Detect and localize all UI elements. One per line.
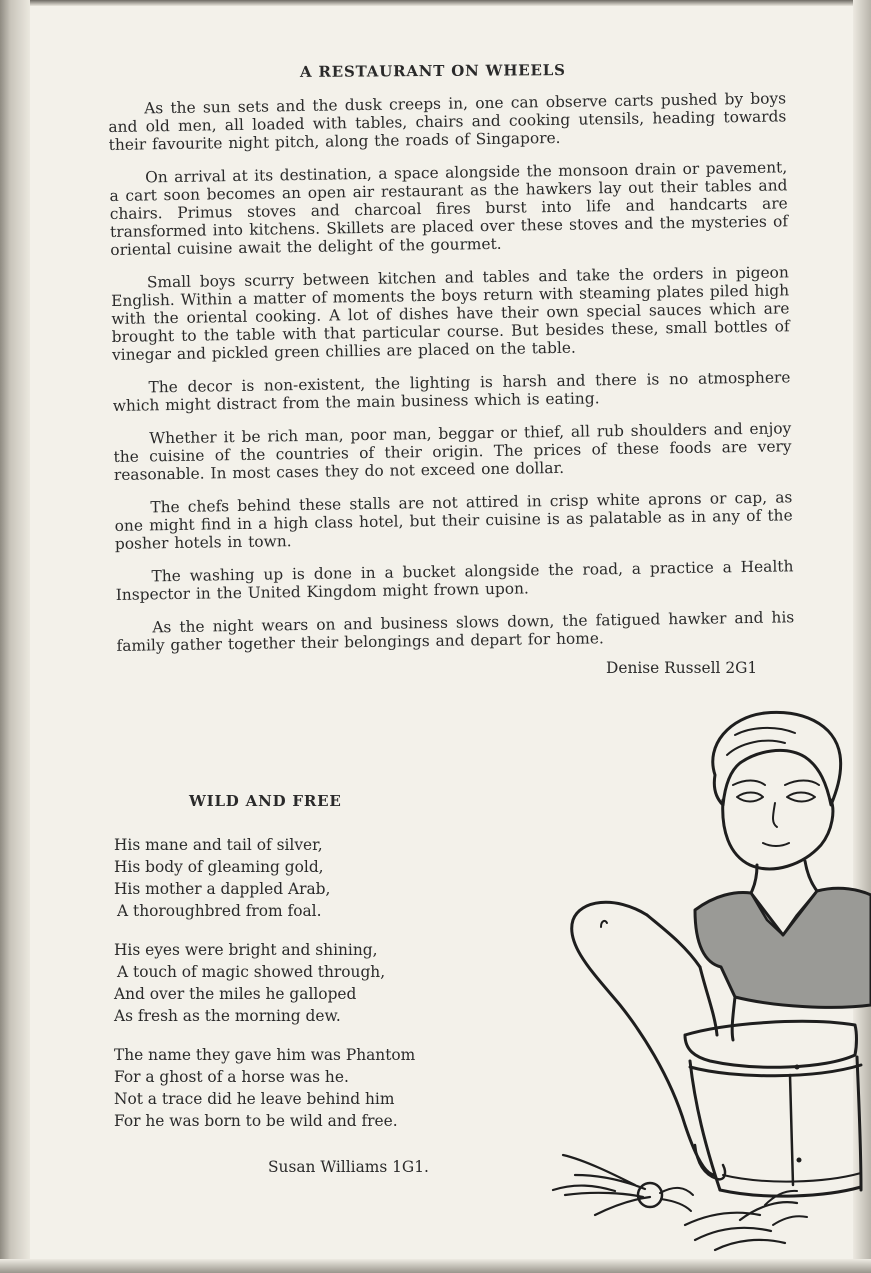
left-leg — [572, 902, 715, 1175]
poem-line: For a ghost of a horse was he. — [114, 1068, 349, 1086]
mouth — [763, 843, 789, 846]
poem-stanza — [114, 834, 474, 922]
article-paragraph: Small boys scurry between kitchen and tables and take the orders in pigeon English. Within a matter of moments the boys return with steaming plates piled high with the oriental cooking. A lot of dishes have their own special sauces which are brought to the table with that particular course. But besides these, small bottles of vinegar and pickled green chillies are placed on the table. — [111, 263, 790, 364]
page-edge-top — [0, 0, 871, 6]
article-paragraph: The chefs behind these stalls are not attired in crisp white aprons or cap, as one might find in a high class hotel, but their cuisine is as palatable as in any of the posher hotels in town. — [114, 488, 793, 553]
poem-line: His mother a dappled Arab, — [114, 880, 331, 898]
vegetable-leaves — [553, 1155, 650, 1215]
bucket-body-right — [857, 1057, 861, 1190]
poem-line: For he was born to be wild and free. — [114, 1112, 398, 1130]
nose — [773, 803, 777, 827]
poem-line: And over the miles he galloped — [114, 985, 357, 1003]
article-body — [108, 89, 795, 670]
article-paragraph: As the sun sets and the dusk creeps in, one can observe carts pushed by boys and old men, all loaded with tables, chairs and cooking utensils, heading towards their favourite night pitch, along the roads of Singapore. — [108, 89, 787, 154]
page-binding-shadow — [0, 0, 30, 1273]
bucket-rivet — [797, 1158, 802, 1163]
right-eye — [787, 793, 815, 802]
article-paragraph: The decor is non-existent, the lighting is harsh and there is no atmosphere which might distract from the main business which is eating. — [112, 368, 791, 415]
article-author: Denise Russell 2G1 — [606, 659, 758, 677]
article-paragraph: As the night wears on and business slows down, the fatigued hawker and his family gather together their belongings and depart for home. — [116, 608, 795, 655]
poem-body — [114, 834, 474, 1149]
boy-washing-bucket-drawing — [535, 705, 871, 1260]
poem-line: His eyes were bright and shining, — [114, 941, 378, 959]
hair — [713, 712, 841, 805]
brows — [733, 781, 819, 786]
left-eye — [737, 793, 763, 802]
bucket-rivet — [795, 1065, 800, 1070]
onion-roots — [660, 1188, 693, 1211]
poem-stanza — [114, 1044, 474, 1132]
poem-line: The name they gave him was Phantom — [114, 1046, 416, 1064]
page-edge-bottom — [0, 1259, 871, 1273]
poem-line: A thoroughbred from foal. — [117, 902, 322, 920]
bucket-seam — [790, 1075, 793, 1185]
shirt — [695, 888, 871, 1007]
article-paragraph: On arrival at its destination, a space alongside the monsoon drain or pavement, a cart soon becomes an open air restaurant as the hawkers lay out their tables and chairs. Primus stoves and charcoal fires burst into life and handcarts are transformed into kitchens. Skillets are placed over these stoves and the mysteries of oriental cuisine await the delight of the gourmet. — [109, 158, 789, 259]
poem-stanza — [114, 939, 474, 1027]
article-paragraph: The washing up is done in a bucket alongside the road, a practice a Health Inspector in the United Kingdom might frown upon. — [115, 557, 794, 604]
poem-line: His body of gleaming gold, — [114, 858, 324, 876]
chilli-bunch — [685, 1202, 797, 1250]
knee-mark — [601, 921, 607, 927]
article-paragraph: Whether it be rich man, poor man, beggar or thief, all rub shoulders and enjoy the cuisine of the countries of their origin. The prices of these foods are very reasonable. In most cases they do not exceed one dollar. — [113, 419, 792, 484]
onion — [638, 1183, 662, 1207]
article-title: A RESTAURANT ON WHEELS — [299, 61, 566, 81]
poem-line: Not a trace did he leave behind him — [114, 1090, 395, 1108]
bucket-rim — [685, 1021, 857, 1067]
poem-line: As fresh as the morning dew. — [114, 1007, 341, 1025]
left-thigh — [647, 915, 700, 967]
poem-line: A touch of magic showed through, — [117, 963, 386, 981]
poem-author: Susan Williams 1G1. — [268, 1158, 429, 1176]
face — [723, 800, 833, 869]
poem-title: WILD AND FREE — [189, 792, 342, 810]
poem-line: His mane and tail of silver, — [114, 836, 323, 854]
